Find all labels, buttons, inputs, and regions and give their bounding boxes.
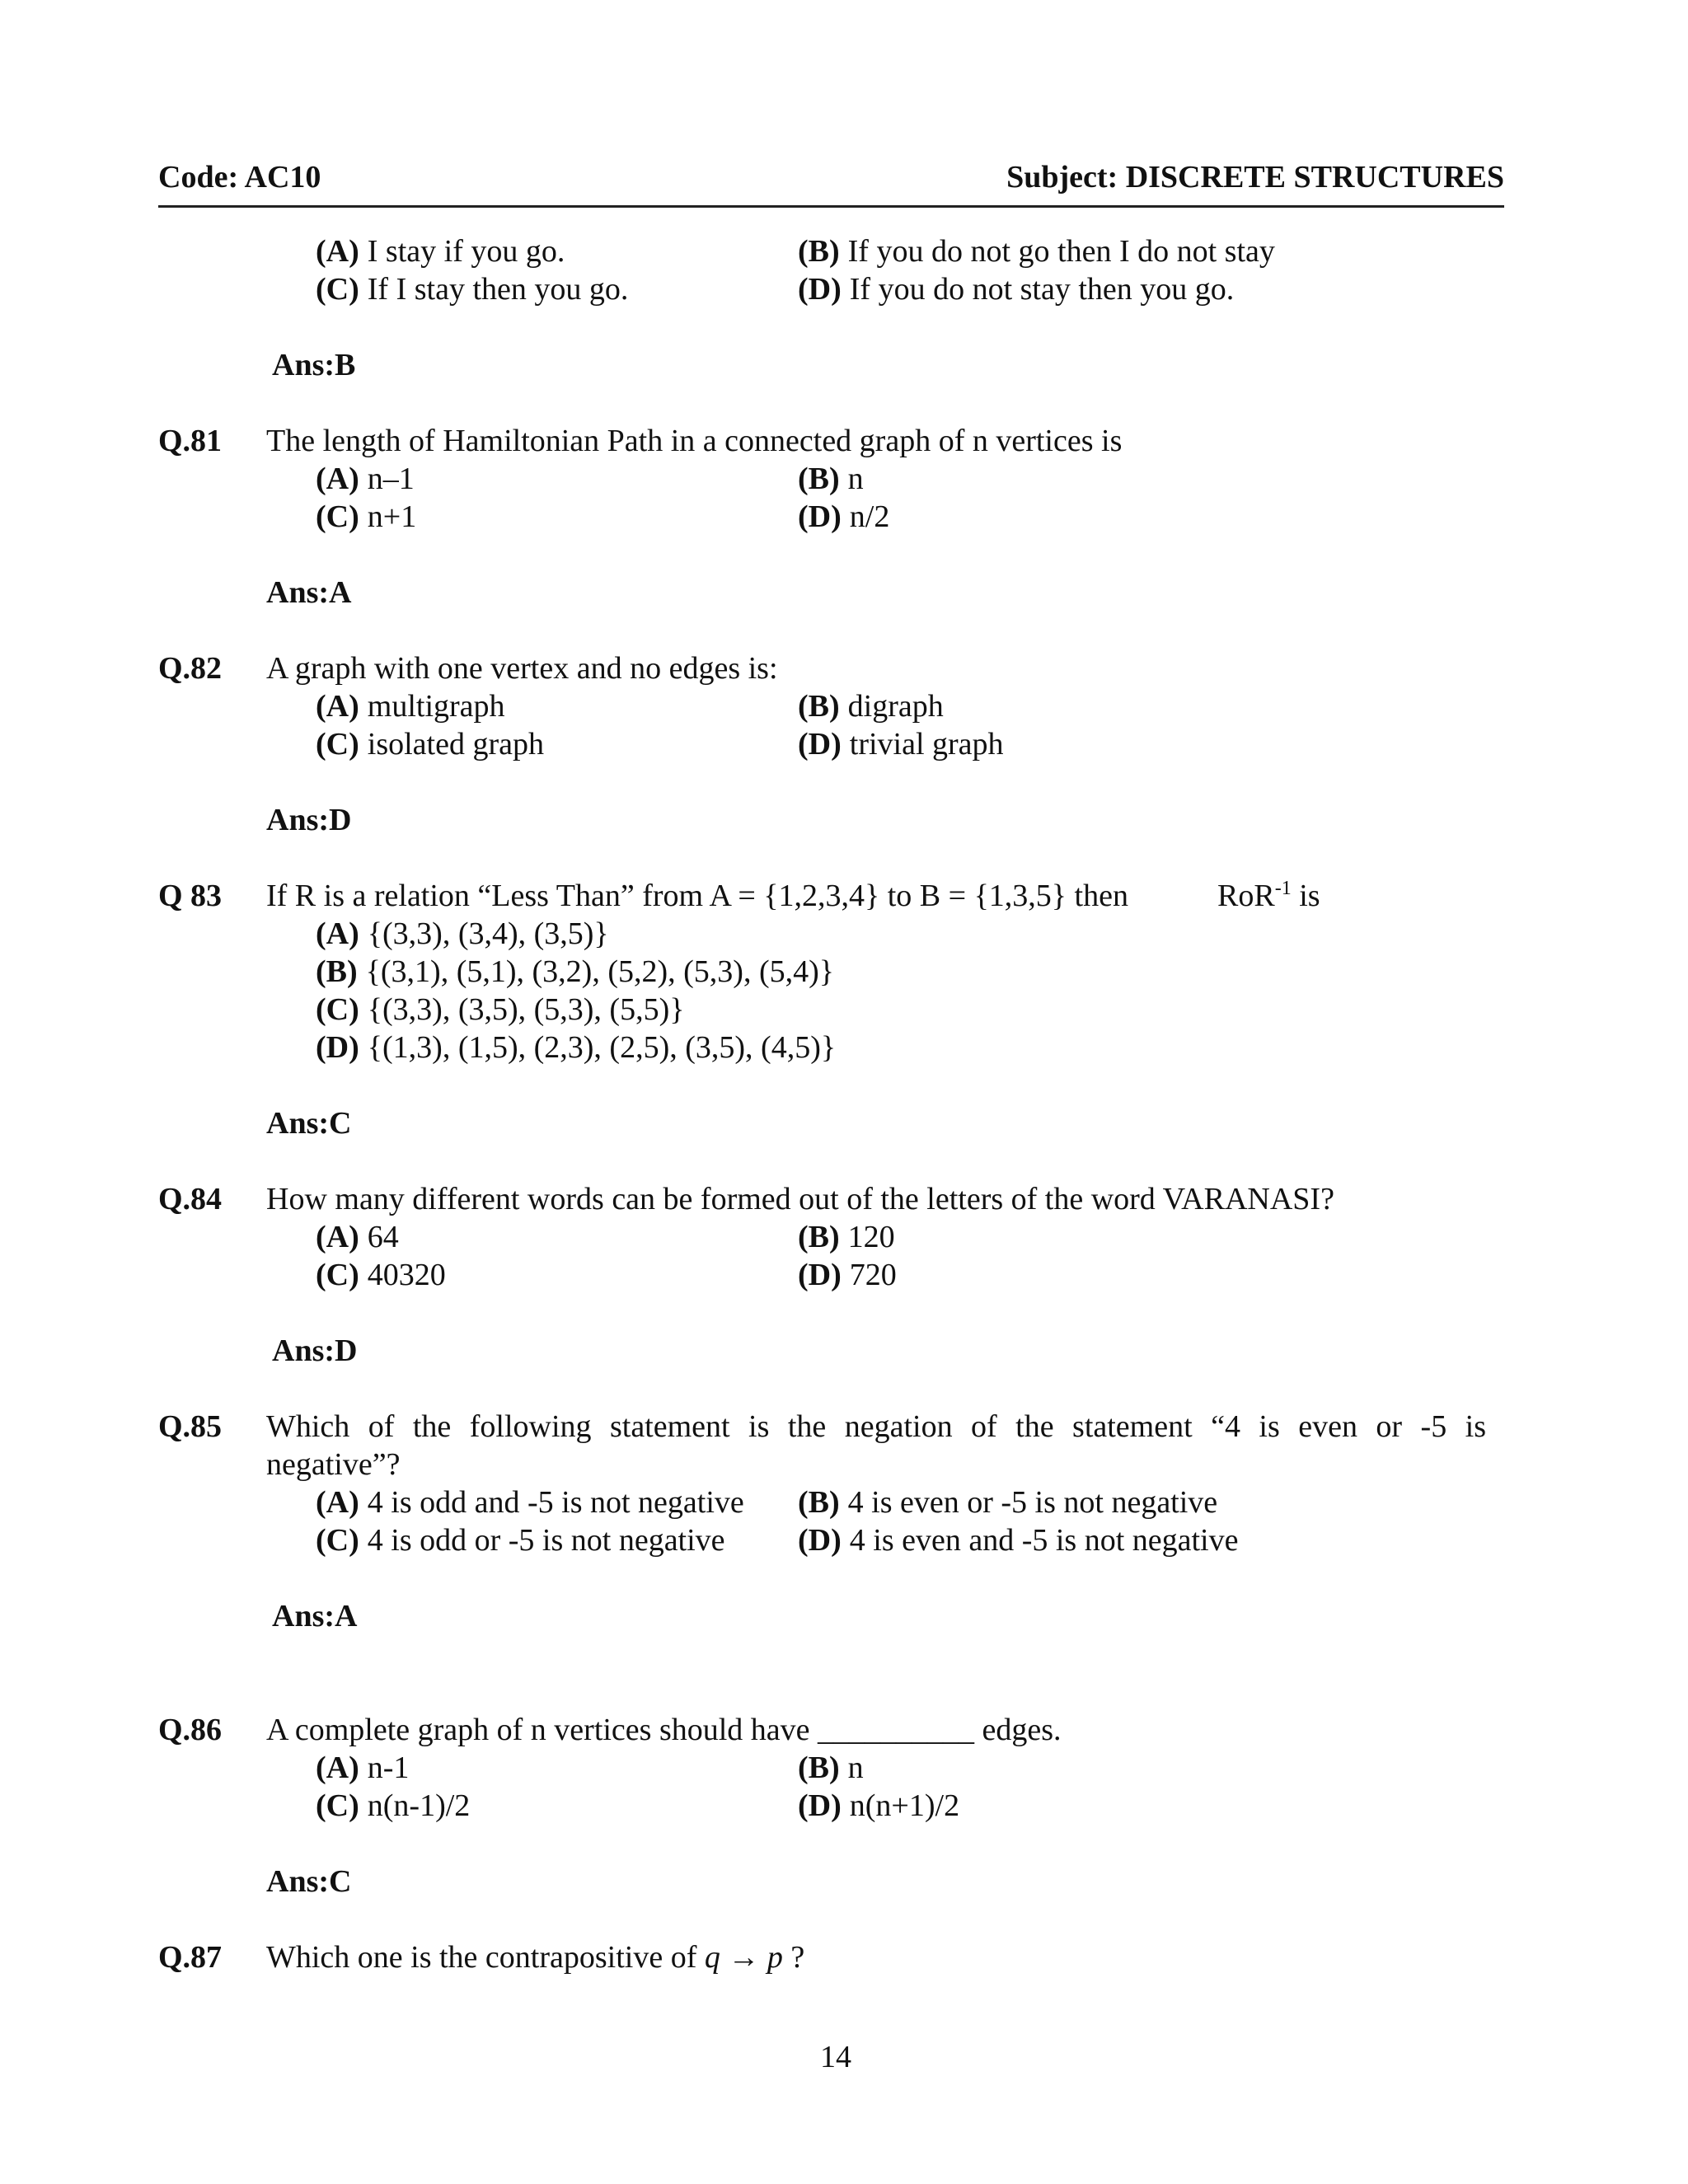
answer: Ans:C <box>266 1864 352 1899</box>
formula: q → p <box>704 1940 783 1975</box>
option-d: (D) trivial graph <box>798 727 1004 762</box>
question-number: Q.81 <box>158 424 223 458</box>
option-c: (C) 40320 <box>316 1258 446 1292</box>
question-number: Q 83 <box>158 879 223 913</box>
option-b: (B) 4 is even or -5 is not negative <box>798 1485 1218 1520</box>
question-text: The length of Hamiltonian Path in a connected graph of n vertices is <box>266 424 1123 458</box>
option-c: (C) n+1 <box>316 499 417 534</box>
question-number: Q.85 <box>158 1409 223 1444</box>
option-d: (D) n(n+1)/2 <box>798 1788 960 1823</box>
answer: Ans:A <box>266 575 352 610</box>
header-subject: Subject: DISCRETE STRUCTURES <box>1006 160 1504 194</box>
option-a: (A) {(3,3), (3,4), (3,5)} <box>316 916 609 951</box>
question-text: A graph with one vertex and no edges is: <box>266 651 778 686</box>
question-number: Q.87 <box>158 1940 223 1975</box>
answer: Ans:A <box>272 1599 358 1633</box>
option-b: (B) {(3,1), (5,1), (3,2), (5,2), (5,3), (5,4)} <box>316 954 834 989</box>
option-c: (C) {(3,3), (3,5), (5,3), (5,5)} <box>316 992 685 1027</box>
option-b: (B) n <box>798 1750 864 1785</box>
option-a: (A) I stay if you go. <box>316 234 565 269</box>
option-d: (D) If you do not stay then you go. <box>798 272 1235 307</box>
option-b: (B) If you do not go then I do not stay <box>798 234 1275 269</box>
option-a: (A) 4 is odd and -5 is not negative <box>316 1485 744 1520</box>
option-d: (D) n/2 <box>798 499 890 534</box>
answer: Ans:D <box>272 1333 358 1368</box>
option-a: (A) multigraph <box>316 689 505 724</box>
option-d: (D) 4 is even and -5 is not negative <box>798 1523 1239 1558</box>
question-text: Which one is the contrapositive of q → p ? <box>266 1940 805 1975</box>
option-b: (B) digraph <box>798 689 944 724</box>
option-c: (C) n(n-1)/2 <box>316 1788 471 1823</box>
header-divider <box>158 205 1504 208</box>
question-text: How many different words can be formed out of the letters of the word VARANASI? <box>266 1182 1334 1216</box>
option-c: (C) 4 is odd or -5 is not negative <box>316 1523 725 1558</box>
option-b: (B) 120 <box>798 1220 895 1254</box>
option-a: (A) 64 <box>316 1220 399 1254</box>
question-number: Q.84 <box>158 1182 223 1216</box>
option-d: (D) 720 <box>798 1258 897 1292</box>
question-text: A complete graph of n vertices should have __________ edges. <box>266 1713 1062 1747</box>
question-text: If R is a relation “Less Than” from A = {1,2,3,4} to B = {1,3,5} then <box>266 879 1128 913</box>
option-a: (A) n-1 <box>316 1750 410 1785</box>
question-number: Q.82 <box>158 651 223 686</box>
option-b: (B) n <box>798 462 864 496</box>
question-text-tail: RoR$^{-1}$ is <box>1217 878 1320 913</box>
answer: Ans:D <box>266 803 352 837</box>
answer: Ans:C <box>266 1106 352 1141</box>
question-number: Q.86 <box>158 1713 223 1747</box>
option-c: (C) If I stay then you go. <box>316 272 629 307</box>
question-text-line2: negative”? <box>266 1447 401 1482</box>
page-number: 14 <box>820 2040 851 2074</box>
option-c: (C) isolated graph <box>316 727 544 762</box>
header-code: Code: AC10 <box>158 160 321 194</box>
option-a: (A) n–1 <box>316 462 415 496</box>
question-text: Which of the following statement is the negation of the statement “4 is even or -5 is <box>266 1409 1486 1444</box>
option-d: (D) {(1,3), (1,5), (2,3), (2,5), (3,5), (4,5)} <box>316 1030 837 1065</box>
answer: Ans:B <box>272 348 356 382</box>
